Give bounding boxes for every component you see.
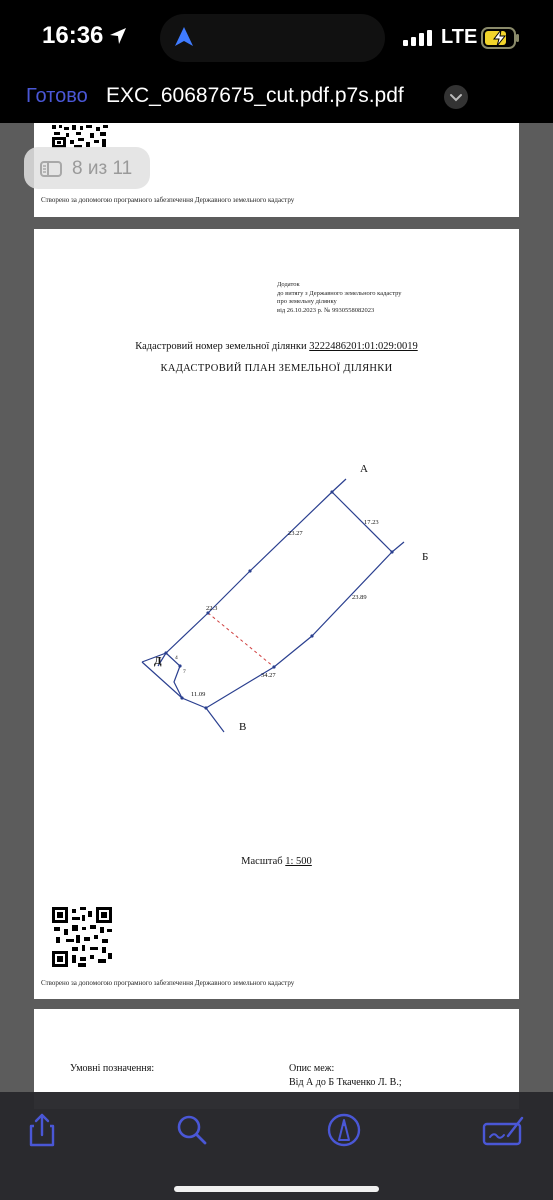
side-length: 34.27 — [261, 672, 276, 679]
annex-header — [277, 281, 402, 315]
annex-line: про земельну ділянку — [277, 298, 337, 305]
boundary-line-upper — [142, 479, 346, 662]
page-indicator-text: 8 из 11 — [72, 158, 133, 179]
markup-button[interactable] — [324, 1110, 364, 1150]
annex-line: від 26.10.2023 р. № 9930558082023 — [277, 306, 375, 314]
side-length: 22.3 — [206, 605, 218, 612]
done-button[interactable]: Готово — [26, 85, 88, 107]
signature-icon — [482, 1110, 524, 1150]
qr-code — [52, 907, 112, 972]
chevron-down-icon[interactable] — [444, 85, 468, 109]
document-title[interactable]: EXC_60687675_cut.pdf.p7s.pdf — [106, 84, 404, 107]
vertex-number: 7 — [183, 669, 186, 675]
point-label-d: Д — [154, 655, 162, 667]
scale-value: 1: 500 — [285, 856, 312, 867]
scale-line — [34, 856, 519, 867]
cadastral-number-label: Кадастровий номер земельної ділянки — [135, 341, 307, 352]
boundary-extension-b — [392, 542, 404, 552]
boundary-line-lower — [142, 552, 392, 708]
bounds-label: Опис меж: — [289, 1063, 335, 1074]
vertex-number: 4 — [175, 655, 178, 661]
plan-title: КАДАСТРОВИЙ ПЛАН ЗЕМЕЛЬНОЇ ДІЛЯНКИ — [160, 363, 393, 374]
bottom-toolbar — [0, 1092, 553, 1200]
side-length: 23.89 — [352, 594, 367, 601]
sidebar-icon — [40, 161, 62, 182]
side-length: 11.09 — [191, 691, 206, 698]
division-line — [208, 613, 274, 667]
annex-line: до витягу з Державного земельного кадастру — [277, 289, 402, 297]
cadastral-number-line — [34, 341, 519, 352]
annex-line: Додаток — [277, 281, 300, 288]
share-icon — [22, 1110, 62, 1150]
battery-charging-icon — [481, 27, 521, 54]
search-button[interactable] — [172, 1110, 212, 1150]
legend-label: Умовні позначення: — [70, 1063, 155, 1074]
boundary-extension-v — [206, 708, 224, 732]
side-length: 17.23 — [364, 519, 379, 526]
side-length: 23.27 — [288, 530, 303, 537]
dynamic-island — [160, 14, 385, 62]
footer-note: Створено за допомогою програмного забезпечення Державного земельного кадастру — [41, 979, 295, 987]
home-indicator[interactable] — [174, 1186, 379, 1192]
cadastral-number: 3222486201:01:029:0019 — [309, 341, 418, 352]
clock: 16:36 — [42, 22, 104, 49]
markup-icon — [324, 1110, 364, 1150]
point-label-b: Б — [422, 551, 429, 563]
bounds-line: Від А до Б Ткаченко Л. В.; — [289, 1077, 402, 1088]
pdf-page-8 — [34, 229, 519, 999]
scale-label: Масштаб — [241, 856, 283, 867]
location-arrow-icon — [108, 26, 128, 51]
navigation-bar — [0, 75, 553, 123]
point-label-v: В — [239, 721, 247, 733]
share-button[interactable] — [22, 1110, 62, 1150]
page-indicator — [24, 147, 150, 189]
signal-icon — [403, 30, 433, 51]
footer-note: Створено за допомогою програмного забезпечення Державного земельного кадастру — [41, 196, 295, 204]
point-label-a: А — [360, 463, 368, 475]
navigation-arrow-icon — [174, 26, 194, 53]
network-type: LTE — [441, 26, 478, 48]
search-icon — [172, 1110, 212, 1150]
boundary-line-a-b — [332, 492, 392, 552]
status-bar — [0, 0, 553, 75]
cadastral-plan-drawing — [34, 454, 519, 754]
signature-button[interactable] — [482, 1110, 522, 1150]
